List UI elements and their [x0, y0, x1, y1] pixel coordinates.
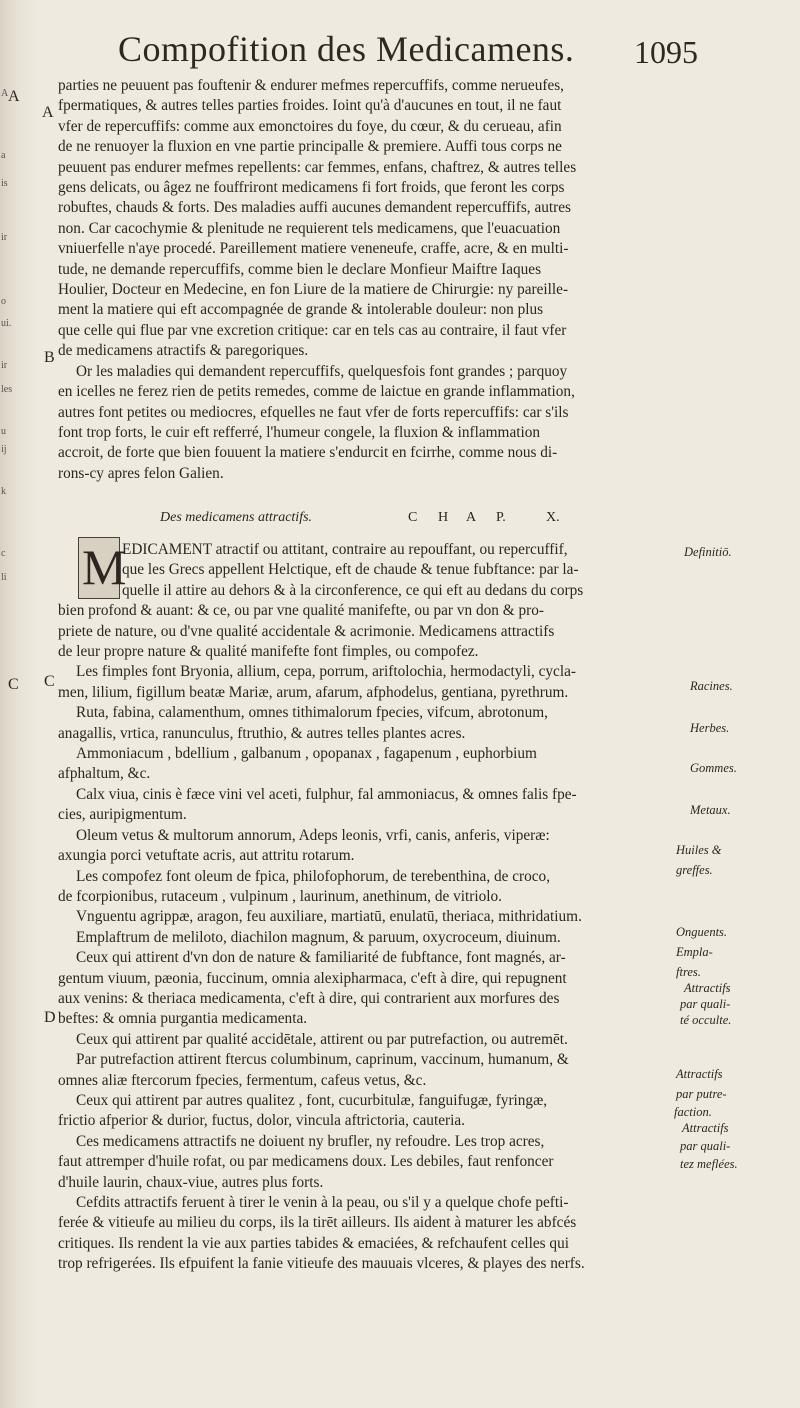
margin-note-attractifs-putrefaction: Attractifs: [676, 1067, 723, 1081]
text-line: de ne renuoyer la fluxion en vne partie principalle & premiere. Auffi tous corps ne: [58, 138, 562, 156]
text-line: quelle il attire au dehors & à la circonference, ce qui eft au dedans du corps: [122, 581, 584, 599]
margin-note-definition: Definitiō.: [684, 545, 732, 559]
edge-glyph: is: [1, 178, 8, 189]
margin-note-attractifs-meslees: Attractifs: [682, 1121, 729, 1135]
text-line: que les Grecs appellent Helctique, eft de chaude & tenue fubftance: par la-: [122, 561, 579, 579]
text-line: rons-cy apres felon Galien.: [58, 464, 224, 482]
margin-note-attractifs-putrefaction: par putre-: [676, 1087, 727, 1101]
edge-glyph: ir: [1, 360, 8, 371]
text-line: de medicamens atractifs & paregoriques.: [58, 342, 309, 360]
margin-note-metaux: Metaux.: [690, 803, 731, 817]
text-line: vfer de repercuffifs: comme aux emonctoires du foye, du cœur, & du cerueau, afin: [58, 117, 562, 135]
text-line: Calx viua, cinis è fæce vini vel aceti, fulphur, fal ammoniacus, & omnes falis fpe-: [76, 785, 577, 803]
text-line: d'huile laurin, chaux-viue, autres plus forts.: [58, 1173, 324, 1191]
chapter-heading-letter: C: [408, 510, 418, 525]
chapter-heading-letter: P.: [496, 510, 506, 525]
text-line: Les compofez font oleum de fpica, philofophorum, de terebenthina, de croco,: [76, 867, 551, 885]
page-title: Compofition des Medicamens.: [118, 29, 575, 69]
text-line: robuftes, chauds & forts. Des maladies auffi aucunes demandent repercuffifs, autres: [58, 199, 571, 217]
text-line: ferée & vitieufe au milieu du corps, ils la tirēt ailleurs. Ils aident à maturer les abfcés: [58, 1214, 577, 1232]
edge-glyph: k: [1, 486, 6, 497]
margin-note-emplastres: Empla-: [676, 945, 713, 959]
text-line: Les fimples font Bryonia, allium, cepa, porrum, ariftolochia, hermodactyli, cycla-: [76, 663, 576, 681]
text-line: Emplaftrum de meliloto, diachilon magnum, & paruum, oxycroceum, diuinum.: [76, 928, 561, 946]
chapter-heading-title: Des medicamens attractifs.: [160, 510, 313, 525]
text-line: de leur propre nature & qualité manifefte font fimples, ou compofez.: [58, 643, 479, 661]
edge-glyph: les: [1, 384, 13, 395]
margin-note-attractifs-meslees: par quali-: [680, 1139, 731, 1153]
chapter-heading-letter: H: [438, 510, 449, 525]
text-line: autres font petites ou mediocres, efquelles ne faut vfer de forts repercuffifs: car s'ils: [58, 403, 569, 421]
text-line: fpermatiques, & autres telles parties froides. Ioint qu'à d'aucunes en tout, il ne faut: [58, 97, 562, 115]
text-line: Ces medicamens attractifs ne doiuent ny brufler, ny refoudre. Les trop acres,: [76, 1132, 545, 1150]
text-line: Ceux qui attirent d'vn don de nature & familiarité de fubftance, font magnés, ar-: [76, 949, 566, 967]
text-line: font trop forts, le cuir eft refferré, l'humeur congele, la fluxion & inflammation: [58, 423, 541, 441]
edge-glyph: li: [1, 572, 7, 583]
margin-note-attractifs-occulte: Attractifs: [684, 981, 731, 995]
text-line: en icelles ne ferez rien de petits remedes, comme de laictue en grande inflammation,: [58, 383, 575, 401]
text-line: Houlier, Docteur en Medecine, en fon Liure de la matiere de Chirurgie: ny pareille-: [58, 281, 569, 299]
section-letter-a-inner: A: [42, 104, 54, 121]
text-line: que celle qui flue par vne excretion critique: car en tels cas au contraire, il faut vfer: [58, 321, 567, 339]
chapter-number: X.: [546, 510, 560, 525]
margin-note-racines: Racines.: [690, 679, 733, 693]
chapter-paragraphs: [58, 540, 658, 1275]
section-letter-b: B: [44, 349, 55, 366]
text-line: gentum viuum, pæonia, fuccinum, omnia alexipharmaca, c'eft à dire, qui repugnent: [58, 969, 567, 987]
section-letter-d: D: [44, 1009, 56, 1026]
edge-glyph: A: [1, 88, 9, 99]
text-line: faut attremper d'huile rofat, ou par medicamens doux. Les debiles, faut renfoncer: [58, 1153, 554, 1171]
edge-glyph: ir: [1, 232, 8, 243]
edge-glyph: o: [1, 296, 6, 307]
text-line: Ceux qui attirent par qualité accidētale, attirent ou par putrefaction, ou autremēt.: [76, 1030, 568, 1048]
margin-note-graisses: greffes.: [676, 863, 713, 877]
adjacent-page-edge: [0, 60, 16, 760]
text-line: Cefdits attractifs feruent à tirer le venin à la peau, ou s'il y a quelque chofe pefti-: [76, 1194, 569, 1211]
text-line: Ruta, fabina, calamenthum, omnes tithimalorum fpecies, vifcum, abrotonum,: [76, 704, 548, 722]
text-line: accroit, de forte que bien fouuent la matiere s'endurcit en fcirrhe, comme nous di-: [58, 444, 558, 462]
section-letter-c: C: [44, 673, 55, 690]
margin-note-attractifs-meslees: tez meflées.: [680, 1157, 738, 1171]
text-line: de fcorpionibus, rutaceum , vulpinum , laurinum, anethinum, de vitriolo.: [58, 887, 502, 905]
text-line: omnes aliæ ftercorum fpecies, fermentum, cafeus vetus, &c.: [58, 1071, 427, 1089]
edge-glyph: a: [1, 150, 6, 161]
text-line: afphaltum, &c.: [58, 765, 151, 783]
edge-glyph: ij: [1, 444, 7, 455]
margin-note-attractifs-occulte: par quali-: [680, 997, 731, 1011]
text-line: gens delicats, ou âgez ne fouffriront medicamens fi fort froids, que feront les corps: [58, 179, 565, 197]
margin-note-onguents: Onguents.: [676, 925, 728, 939]
edge-glyph: u: [1, 426, 6, 437]
text-line: trop refrigerées. Ils efpuifent la fanie vitieufe des mauuais vlceres, & playes des nerfs.: [58, 1255, 585, 1273]
margin-note-emplastres: ftres.: [676, 965, 701, 979]
text-line: non. Car cacochymie & plenitude ne requierent tels medicamens, que l'euacuation: [58, 219, 561, 237]
text-line: Par putrefaction attirent ftercus columbinum, caprinum, vaccinum, humanum, &: [76, 1051, 569, 1069]
margin-note-attractifs-occulte: té occulte.: [680, 1013, 732, 1027]
text-line: parties ne peuuent pas fouftenir & endurer mefmes repercuffifs, comme nerueufes,: [58, 77, 565, 94]
margin-note-herbes: Herbes.: [690, 721, 730, 735]
text-line: EDICAMENT atractif ou attitant, contraire au repouffant, ou repercuffif,: [122, 541, 568, 558]
margin-note-huiles: Huiles &: [676, 843, 722, 857]
text-line: frictio afperior & durior, fuctus, dolor, vincula aftrictoria, cauteria.: [58, 1112, 465, 1130]
text-line: cies, auripigmentum.: [58, 806, 187, 824]
text-line: vniuerfelle n'aye procedé. Pareillement matiere veneneufe, craffe, acre, & en multi-: [58, 240, 569, 258]
text-line: beftes: & omnia purgantia medicamenta.: [58, 1010, 308, 1028]
text-line: aux venins: & theriaca medicamenta, c'eft à dire, qui contrarient aux morfures des: [58, 989, 560, 1007]
margin-note-attractifs-putrefaction: faction.: [674, 1105, 712, 1119]
text-line: Vnguentu agrippæ, aragon, feu auxiliare, martiatū, enulatū, theriaca, mithridatium.: [76, 908, 582, 926]
margin-note-gommes: Gommes.: [690, 761, 737, 775]
text-line: ment la matiere qui eft accompagnée de grande & intolerable douleur: non plus: [58, 301, 544, 319]
text-line: anagallis, vrtica, ranunculus, ftruthio, & autres telles plantes acres.: [58, 724, 466, 742]
dropcap-letter: M: [82, 539, 127, 595]
text-line: peuuent pas endurer mefmes repellents: car femmes, enfans, chaftrez, & autres telles: [58, 158, 577, 176]
page-number: 1095: [634, 34, 698, 70]
edge-letter-c: C: [8, 676, 19, 693]
text-line: bien profond & auant: & ce, ou par vne qualité manifefte, ou par vn don & pro-: [58, 602, 544, 620]
text-line: critiques. Ils rendent la vie aux parties tabides & emaciées, & refchaufent celles qui: [58, 1234, 569, 1252]
running-header: [118, 28, 698, 78]
edge-glyph: c: [1, 548, 6, 559]
text-line: Oleum vetus & multorum annorum, Adeps leonis, vrfi, canis, anferis, viperæ:: [76, 826, 550, 844]
section-letter-a: A: [8, 88, 20, 105]
chapter-heading-letter: A: [466, 510, 477, 525]
text-line: Or les maladies qui demandent repercuffifs, quelquesfois font grandes ; parquoy: [76, 362, 568, 380]
edge-glyph: ui.: [1, 318, 12, 329]
top-paragraphs: [58, 76, 658, 484]
text-line: axungia porci vetuftate acris, aut attritu rotarum.: [58, 847, 355, 865]
text-line: Ceux qui attirent par autres qualitez , font, cucurbitulæ, fanguifugæ, fyringæ,: [76, 1091, 548, 1109]
text-line: Ammoniacum , bdellium , galbanum , opopanax , fagapenum , euphorbium: [76, 745, 537, 763]
text-line: priete de nature, ou d'vne qualité accidentale & acrimonie. Medicamens attractifs: [58, 622, 555, 640]
text-line: tude, ne demande repercuffifs, comme bien le declare Monfieur Maiftre Iaques: [58, 260, 542, 278]
text-line: men, lilium, figillum beatæ Mariæ, arum, afarum, afphodelus, gentiana, pyrethrum.: [58, 683, 569, 701]
